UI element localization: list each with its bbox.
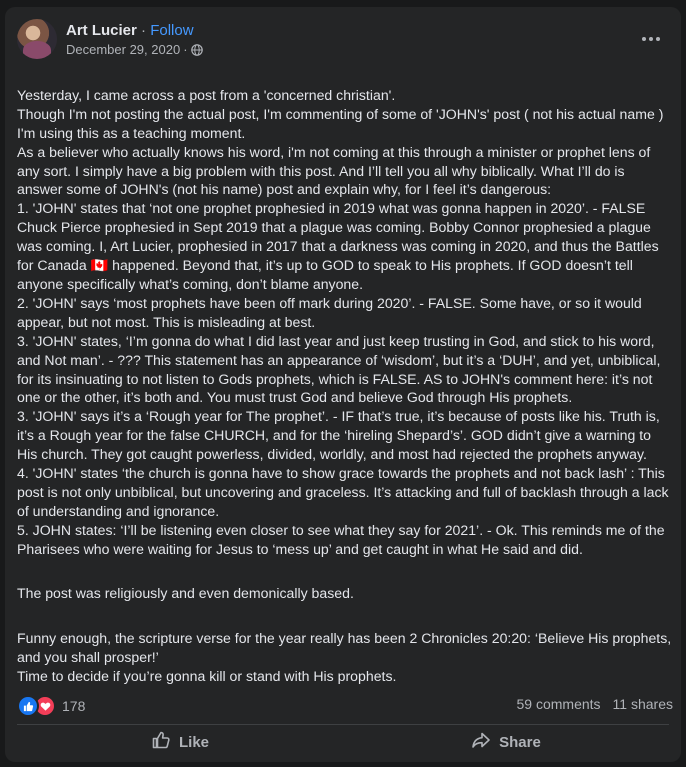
more-options-icon[interactable] <box>637 27 665 51</box>
post-date[interactable]: December 29, 2020 <box>66 42 181 57</box>
name-separator: · <box>141 22 147 39</box>
post-header <box>17 19 669 63</box>
post-paragraph-summary: The post was religiously and even demonically based. <box>17 585 354 602</box>
follow-button[interactable]: Follow <box>150 22 194 39</box>
like-reaction-icon <box>17 695 39 717</box>
shares-count[interactable]: 11 shares <box>612 696 673 712</box>
globe-icon <box>191 44 203 56</box>
reaction-count: 178 <box>62 698 86 714</box>
like-label: Like <box>178 733 209 751</box>
date-separator: · <box>183 42 188 57</box>
author-name[interactable]: Art Lucier <box>66 22 137 39</box>
share-label: Share <box>499 733 541 751</box>
thumbs-up-icon <box>151 730 171 754</box>
author-line <box>66 22 194 39</box>
post-actions <box>17 727 669 757</box>
reactions-summary[interactable] <box>17 695 85 717</box>
post-card <box>5 7 681 762</box>
comments-count[interactable]: 59 comments <box>516 696 601 712</box>
share-arrow-icon <box>471 730 491 754</box>
post-paragraph-closing: Funny enough, the scripture verse for the year really has been 2 Chronicles 20:20: ‘Believe His prophets, and you shall prosper!’ Time to decide if you’re gonna kill or stand with His prophets. <box>17 630 672 685</box>
author-avatar[interactable] <box>17 19 57 59</box>
post-paragraph-main: Yesterday, I came across a post from a 'concerned christian'. Though I'm not posting the actual post, I'm commenting of some of 'JOHN's' post ( not his actual name ) I'm using this as a teaching moment. As a believer who actually knows his word, i'm not coming at this through a minister or prophet lens of any sort. I simply have a big problem with this post. And I’ll tell you all why biblically. What I’ll do is answer some of JOHN's (not his name) post and explain why, for I feel it’s dangerous: 1. 'JOHN' states that ‘not one prophet prophesied in 2019 what was gonna happen in 2020’. - FALSE Chuck Pierce prophesied in Sept 2019 that a plague was coming. Bobby Connor prophesied a plague was coming. I, Art Lucier, prophesied in 2017 that a darkness was coming in 2020, and thus the Battles for Canada 🇨🇦 happened. Beyond that, it’s up to GOD to speak to His prophets. If GOD doesn’t tell anyone specifically what’s coming, don’t blame anyone. 2. 'JOHN' says ‘most prophets have been off mark during 2020’. - FALSE. Some have, or so it would appear, but not most. This is misleading at best. 3. 'JOHN' states, ‘I’m gonna do what I did last year and just keep trusting in God, and stick to his word, and Not man’. - ??? This statement has an appearance of ‘wisdom’, but it’s a ‘DUH’, and yet, unbiblical, for its insinuating to not listen to Gods prophets, which is FALSE. AS to JOHN's comment here: it’s not one or the other, it’s both and. You must trust God and believe God through His prophets. 3. 'JOHN' says it’s a ‘Rough year for The prophet’. - IF that’s true, it’s because of posts like his. Truth is, it’s a Rough year for the false CHURCH, and for the ‘hireling Shepard’s’. GOD didn’t give a warning to His church. They got caught powerless, divided, worldly, and most had rejected the prophets anyway. 4. 'JOHN' states ‘the church is gonna have to show grace towards the prophets and not back lash’ : This post is not only unbiblical, but uncovering and graceless. It’s attacking and full of backlash through a lack of understanding and ignorance. 5. JOHN states: ‘I’ll be listening even closer to see what they say for 2021’. - Ok. This reminds me of the Pharisees who were waiting for Jesus to ‘mess up’ and get caught in what He said and did. <box>17 86 669 557</box>
like-button[interactable] <box>17 727 343 757</box>
post-stats <box>17 695 673 715</box>
post-meta <box>66 42 203 57</box>
engagement-counts <box>517 696 674 712</box>
actions-divider <box>17 724 669 725</box>
share-button[interactable] <box>343 727 669 757</box>
post-body <box>17 67 672 712</box>
